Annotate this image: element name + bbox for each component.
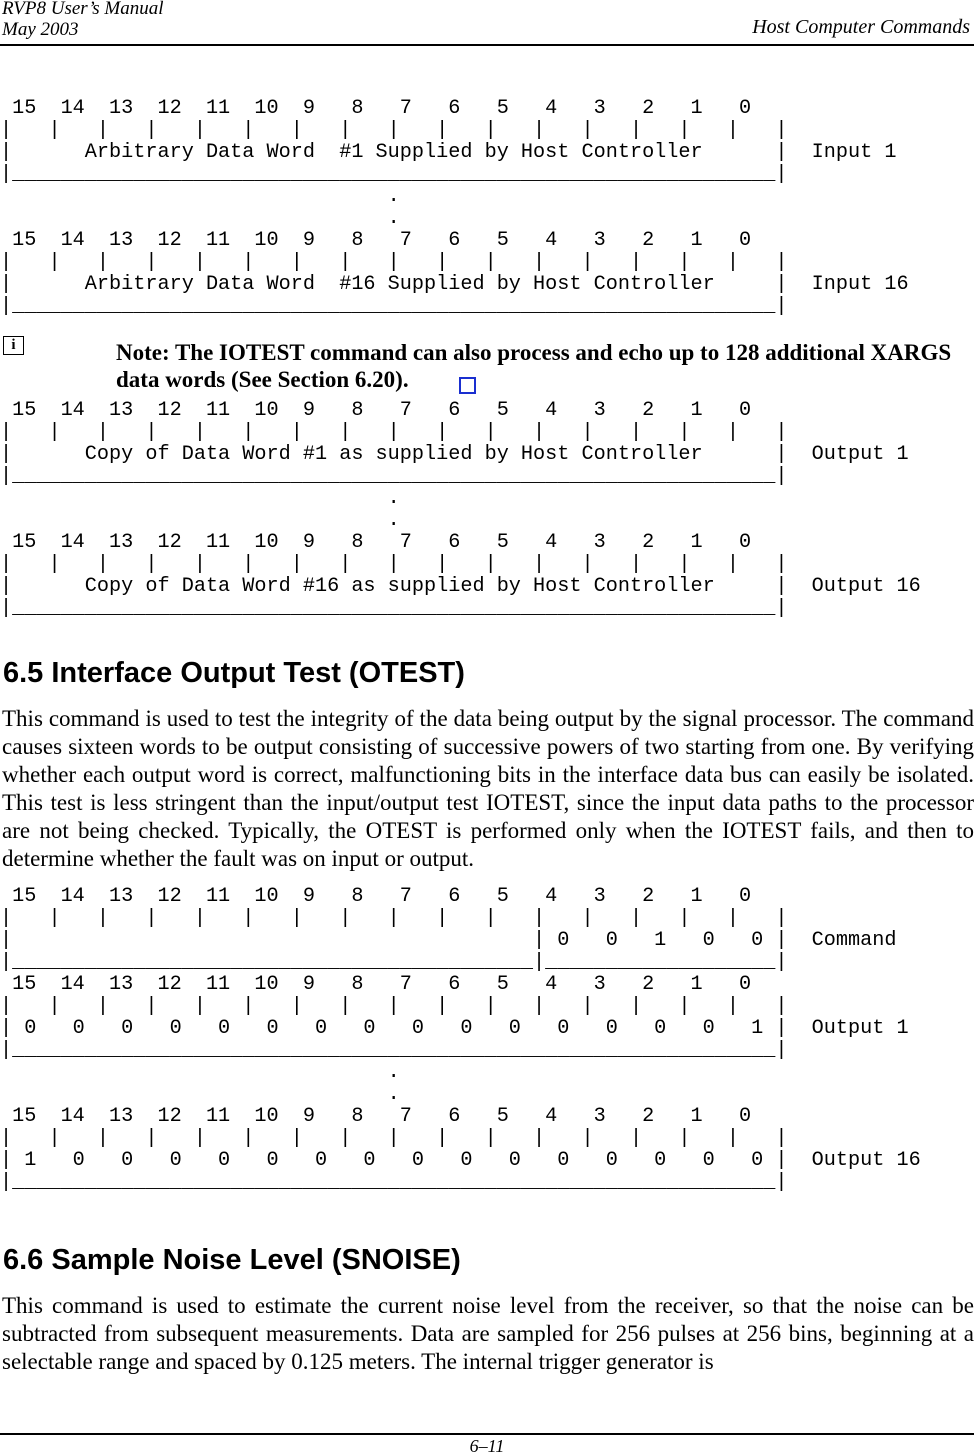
header-left — [2, 0, 164, 40]
page-header — [0, 0, 974, 46]
footer-rule — [0, 1433, 974, 1435]
section-heading-6-6: 6.6 Sample Noise Level (SNOISE) — [3, 1244, 461, 1276]
info-icon: i — [3, 336, 24, 355]
section-body-6-5: This command is used to test the integrity of the data being output by the signal processor. The command causes sixteen words to be output consisting of successive powers of two starting from one. By verifying whether each output word is correct, malfunctioning bits in the interface data bus can easily be isolated. This test is less stringent than the input/output test IOTEST, since the input data paths to the processor are not being checked. Typically, the OTEST is performed only when the IOTEST fails, and then to determine whether the fault was on input or output. — [2, 706, 974, 871]
iotest-input-format: 15 14 13 12 11 10 9 8 7 6 5 4 3 2 1 0 | | | | | | | | | | | | | | | | | | Arbitrary Data Word #1 Supplied by Host Controller | Input 1 |_______________________________________________________________| . . 15 14 13 12 11 10 9 8 7 6 5 4 3 2 1 0 | | | | | | | | | | | | | | | | | | Arbitrary Data Word #16 Supplied by Host Controller | Input 16 |_______________________________________________________________| — [0, 97, 909, 318]
chapter-title: Host Computer Commands — [752, 16, 970, 38]
section-body-6-6: This command is used to estimate the current noise level from the receiver, so that the noise can be subtracted from subsequent measurements. Data are sampled for 256 pulses at 256 bins, beginning at a selectable range and spaced by 0.125 meters. The internal trigger generator is — [2, 1293, 974, 1374]
link-marker-icon[interactable] — [459, 377, 476, 394]
section-heading-6-5: 6.5 Interface Output Test (OTEST) — [3, 657, 465, 689]
iotest-output-format: 15 14 13 12 11 10 9 8 7 6 5 4 3 2 1 0 | | | | | | | | | | | | | | | | | | Copy of Data Word #1 as supplied by Host Controller | Output 1 |_______________________________________________________________| . . 15 14 13 12 11 10 9 8 7 6 5 4 3 2 1 0 | | | | | | | | | | | | | | | | | | Copy of Data Word #16 as supplied by Host Controller | Output 16 |_______________________________________________________________| — [0, 399, 921, 620]
note-text: Note: The IOTEST command can also process and echo up to 128 additional XARGS data words (See Section 6.20). — [116, 340, 952, 392]
manual-date: May 2003 — [2, 19, 79, 40]
page-number: 6–11 — [469, 1436, 505, 1456]
manual-title: RVP8 User’s Manual — [2, 0, 164, 19]
otest-format: 15 14 13 12 11 10 9 8 7 6 5 4 3 2 1 0 | | | | | | | | | | | | | | | | | | | 0 0 1 0 0 | Command |___________________________________________|___________________| 15 14 13 12 11 10 9 8 7 6 5 4 3 2 1 0 | | | | | | | | | | | | | | | | | | 0 0 0 0 0 0 0 0 0 0 0 0 0 0 0 1 | Output 1 |_______________________________________________________________| . . 15 14 13 12 11 10 9 8 7 6 5 4 3 2 1 0 | | | | | | | | | | | | | | | | | | 1 0 0 0 0 0 0 0 0 0 0 0 0 0 0 0 | Output 16 |_______________________________________________________________| — [0, 885, 921, 1194]
note-box — [0, 334, 974, 394]
